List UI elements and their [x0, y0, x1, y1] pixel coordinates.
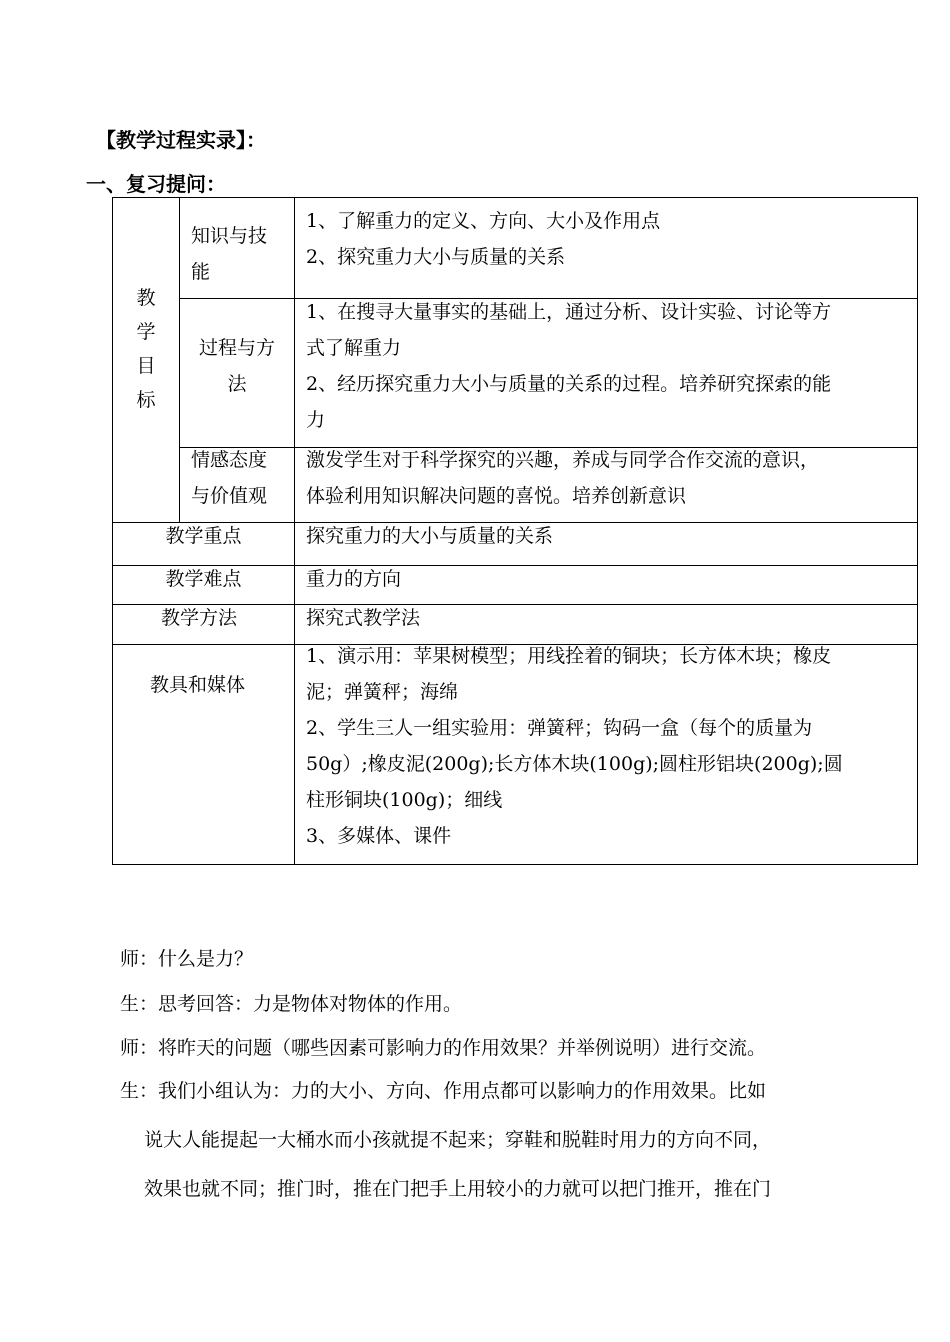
dialogue-line: 生：我们小组认为：力的大小、方向、作用点都可以影响力的作用效果。比如 [120, 1080, 767, 1102]
emotion-content: 激发学生对于科学探究的兴趣，养成与同学合作交流的意识， 体验利用知识解决问题的喜悦。培养创新意识 [306, 449, 820, 507]
dialogue-line: 师：什么是力？ [120, 948, 254, 970]
difficulty-label: 教学难点 [165, 568, 242, 590]
dialogue-line: 说大人能提起一大桶水而小孩就提不起来；穿鞋和脱鞋时用力的方向不同， [144, 1129, 772, 1151]
dialogue-line: 效果也就不同；推门时，推在门把手上用较小的力就可以把门推开，推在门 [144, 1178, 772, 1200]
difficulty-content: 重力的方向 [306, 568, 402, 590]
media-content: 1、演示用：苹果树模型；用线拴着的铜块；长方体木块；橡皮 泥；弹簧秤；海绵 2、学生三人一组实验用：弹簧秤；钩码一盒（每个的质量为 50g）;橡皮泥(200g);长方体木块(100g);圆柱形铝块(200g);圆 柱形铜块(100g)；细线 3、多媒体、课件 [306, 645, 843, 847]
section-heading: 一、复习提问： [86, 172, 226, 196]
method-content: 探究式教学法 [306, 607, 421, 629]
dialogue-line: 师：将昨天的问题（哪些因素可影响力的作用效果？并举例说明）进行交流。 [120, 1037, 767, 1059]
table-border-top [112, 197, 918, 198]
key-point-label: 教学重点 [165, 525, 242, 547]
method-label: 教学方法 [161, 607, 238, 629]
media-label: 教具和媒体 [150, 674, 246, 696]
emotion-label: 情感态度 与价值观 [191, 449, 268, 507]
process-label: 过程与方 法 [198, 337, 275, 395]
goals-label: 教 学 目 标 [136, 287, 156, 411]
table-border-bottom [112, 864, 918, 865]
key-point-content: 探究重力的大小与质量的关系 [306, 525, 554, 547]
dialogue-line: 生：思考回答：力是物体对物体的作用。 [120, 993, 463, 1015]
page-heading: 【教学过程实录】： [96, 128, 266, 152]
knowledge-content: 1、了解重力的定义、方向、大小及作用点 2、探究重力大小与质量的关系 [306, 210, 661, 268]
process-content: 1、在搜寻大量事实的基础上，通过分析、设计实验、讨论等方 式了解重力 2、经历探究重力大小与质量的关系的过程。培养研究探索的能 力 [306, 301, 832, 431]
knowledge-label: 知识与技 能 [191, 225, 268, 283]
